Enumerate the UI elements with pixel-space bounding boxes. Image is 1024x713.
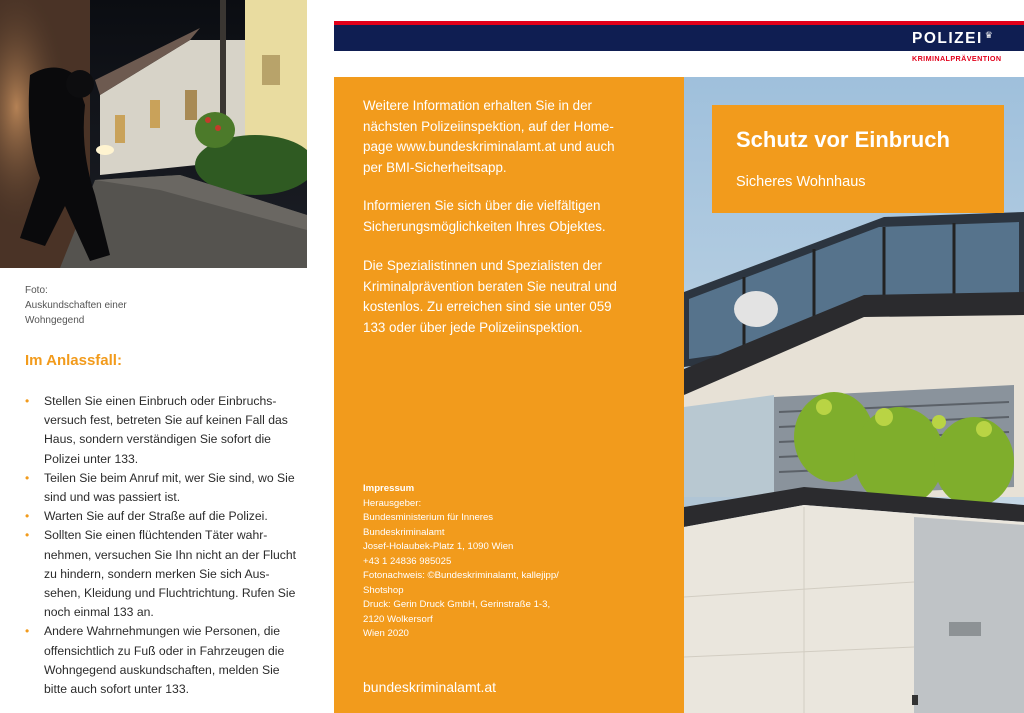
bullet-icon: • [25, 509, 30, 524]
title-box [712, 105, 1004, 213]
section-title: Im Anlassfall: [25, 352, 122, 369]
website-link[interactable]: bundeskriminalamt.at [363, 679, 497, 695]
list-item-text: Teilen Sie beim Anruf mit, wer Sie sind, wo Sie sind und was passiert ist. [44, 470, 295, 505]
info-paragraph: Weitere Information erhalten Sie in der nächsten Polizeiinspektion, auf der Home- page www.bundeskriminalamt.at und auch per BMI-Sicherheitsapp. [363, 98, 615, 175]
bullet-icon: • [25, 528, 30, 543]
bullet-icon: • [25, 624, 30, 639]
list-item-text: Warten Sie auf der Straße auf die Polizei. [44, 509, 268, 524]
emergency-instructions-list [25, 392, 310, 699]
list-item-text: Andere Wahrnehmungen wie Personen, die offensichtlich zu Fuß oder in Fahrzeugen die Wohngegend auskundschaften, melden Sie bitte auch sofort unter 133. [44, 624, 285, 697]
bullet-icon: • [25, 394, 30, 408]
photo-caption [25, 283, 225, 328]
logo-text: POLIZEI [912, 30, 983, 47]
list-item [25, 469, 310, 507]
list-item [25, 526, 310, 622]
logo-subtitle: KRIMINALPRÄVENTION [912, 54, 1002, 63]
imprint-title: Impressum [363, 483, 415, 494]
caption-line: Wohngegend [25, 315, 85, 326]
list-item [25, 622, 310, 699]
polizei-logo [912, 30, 1024, 48]
caption-line: Foto: [25, 285, 48, 296]
page-subtitle: Sicheres Wohnhaus [736, 174, 866, 190]
bullet-icon: • [25, 470, 30, 485]
imprint [363, 482, 643, 642]
night-street-illustration [0, 0, 307, 268]
list-item-text: Stellen Sie einen Einbruch oder Einbruchs- versuch fest, betreten Sie auf keinen Fall das Haus, sondern verständigen Sie sofort die Polizei unter 133. [44, 394, 288, 466]
list-item [25, 507, 310, 526]
imprint-body: Herausgeber: Bundesministerium für Inneres Bundeskriminalamt Josef-Holaubek-Platz 1, 1090 Wien +43 1 24836 985025 Fotonachweis: ©Bundeskriminalamt, kallejipp/ Shotshop Druck: Gerin Druck GmbH, Gerinstraße 1-3, 2120 Wolkersorf Wien 2020 [363, 497, 559, 639]
list-item [25, 392, 310, 469]
page-title: Schutz vor Einbruch [736, 127, 950, 152]
eagle-icon: ♛ [984, 30, 993, 40]
info-paragraph: Die Spezialistinnen und Spezialisten der Kriminalprävention beraten Sie neutral und kostenlos. Zu erreichen sind sie unter 059 133 oder über jede Polizeiinspektion. [363, 258, 617, 335]
caption-line: Auskundschaften einer [25, 300, 127, 311]
info-panel [334, 77, 684, 713]
night-burglar-photo [0, 0, 307, 268]
info-paragraph: Informieren Sie sich über die vielfältigen Sicherungsmöglichkeiten Ihres Objektes. [363, 198, 606, 234]
list-item-text: Sollten Sie einen flüchtenden Täter wahr- nehmen, versuchen Sie Ihn nicht an der Flucht zu hindern, sondern merken Sie sich Aus- sehen, Kleidung und Fluchtrichtung. Rufen Sie noch einmal 133 an. [44, 528, 297, 620]
